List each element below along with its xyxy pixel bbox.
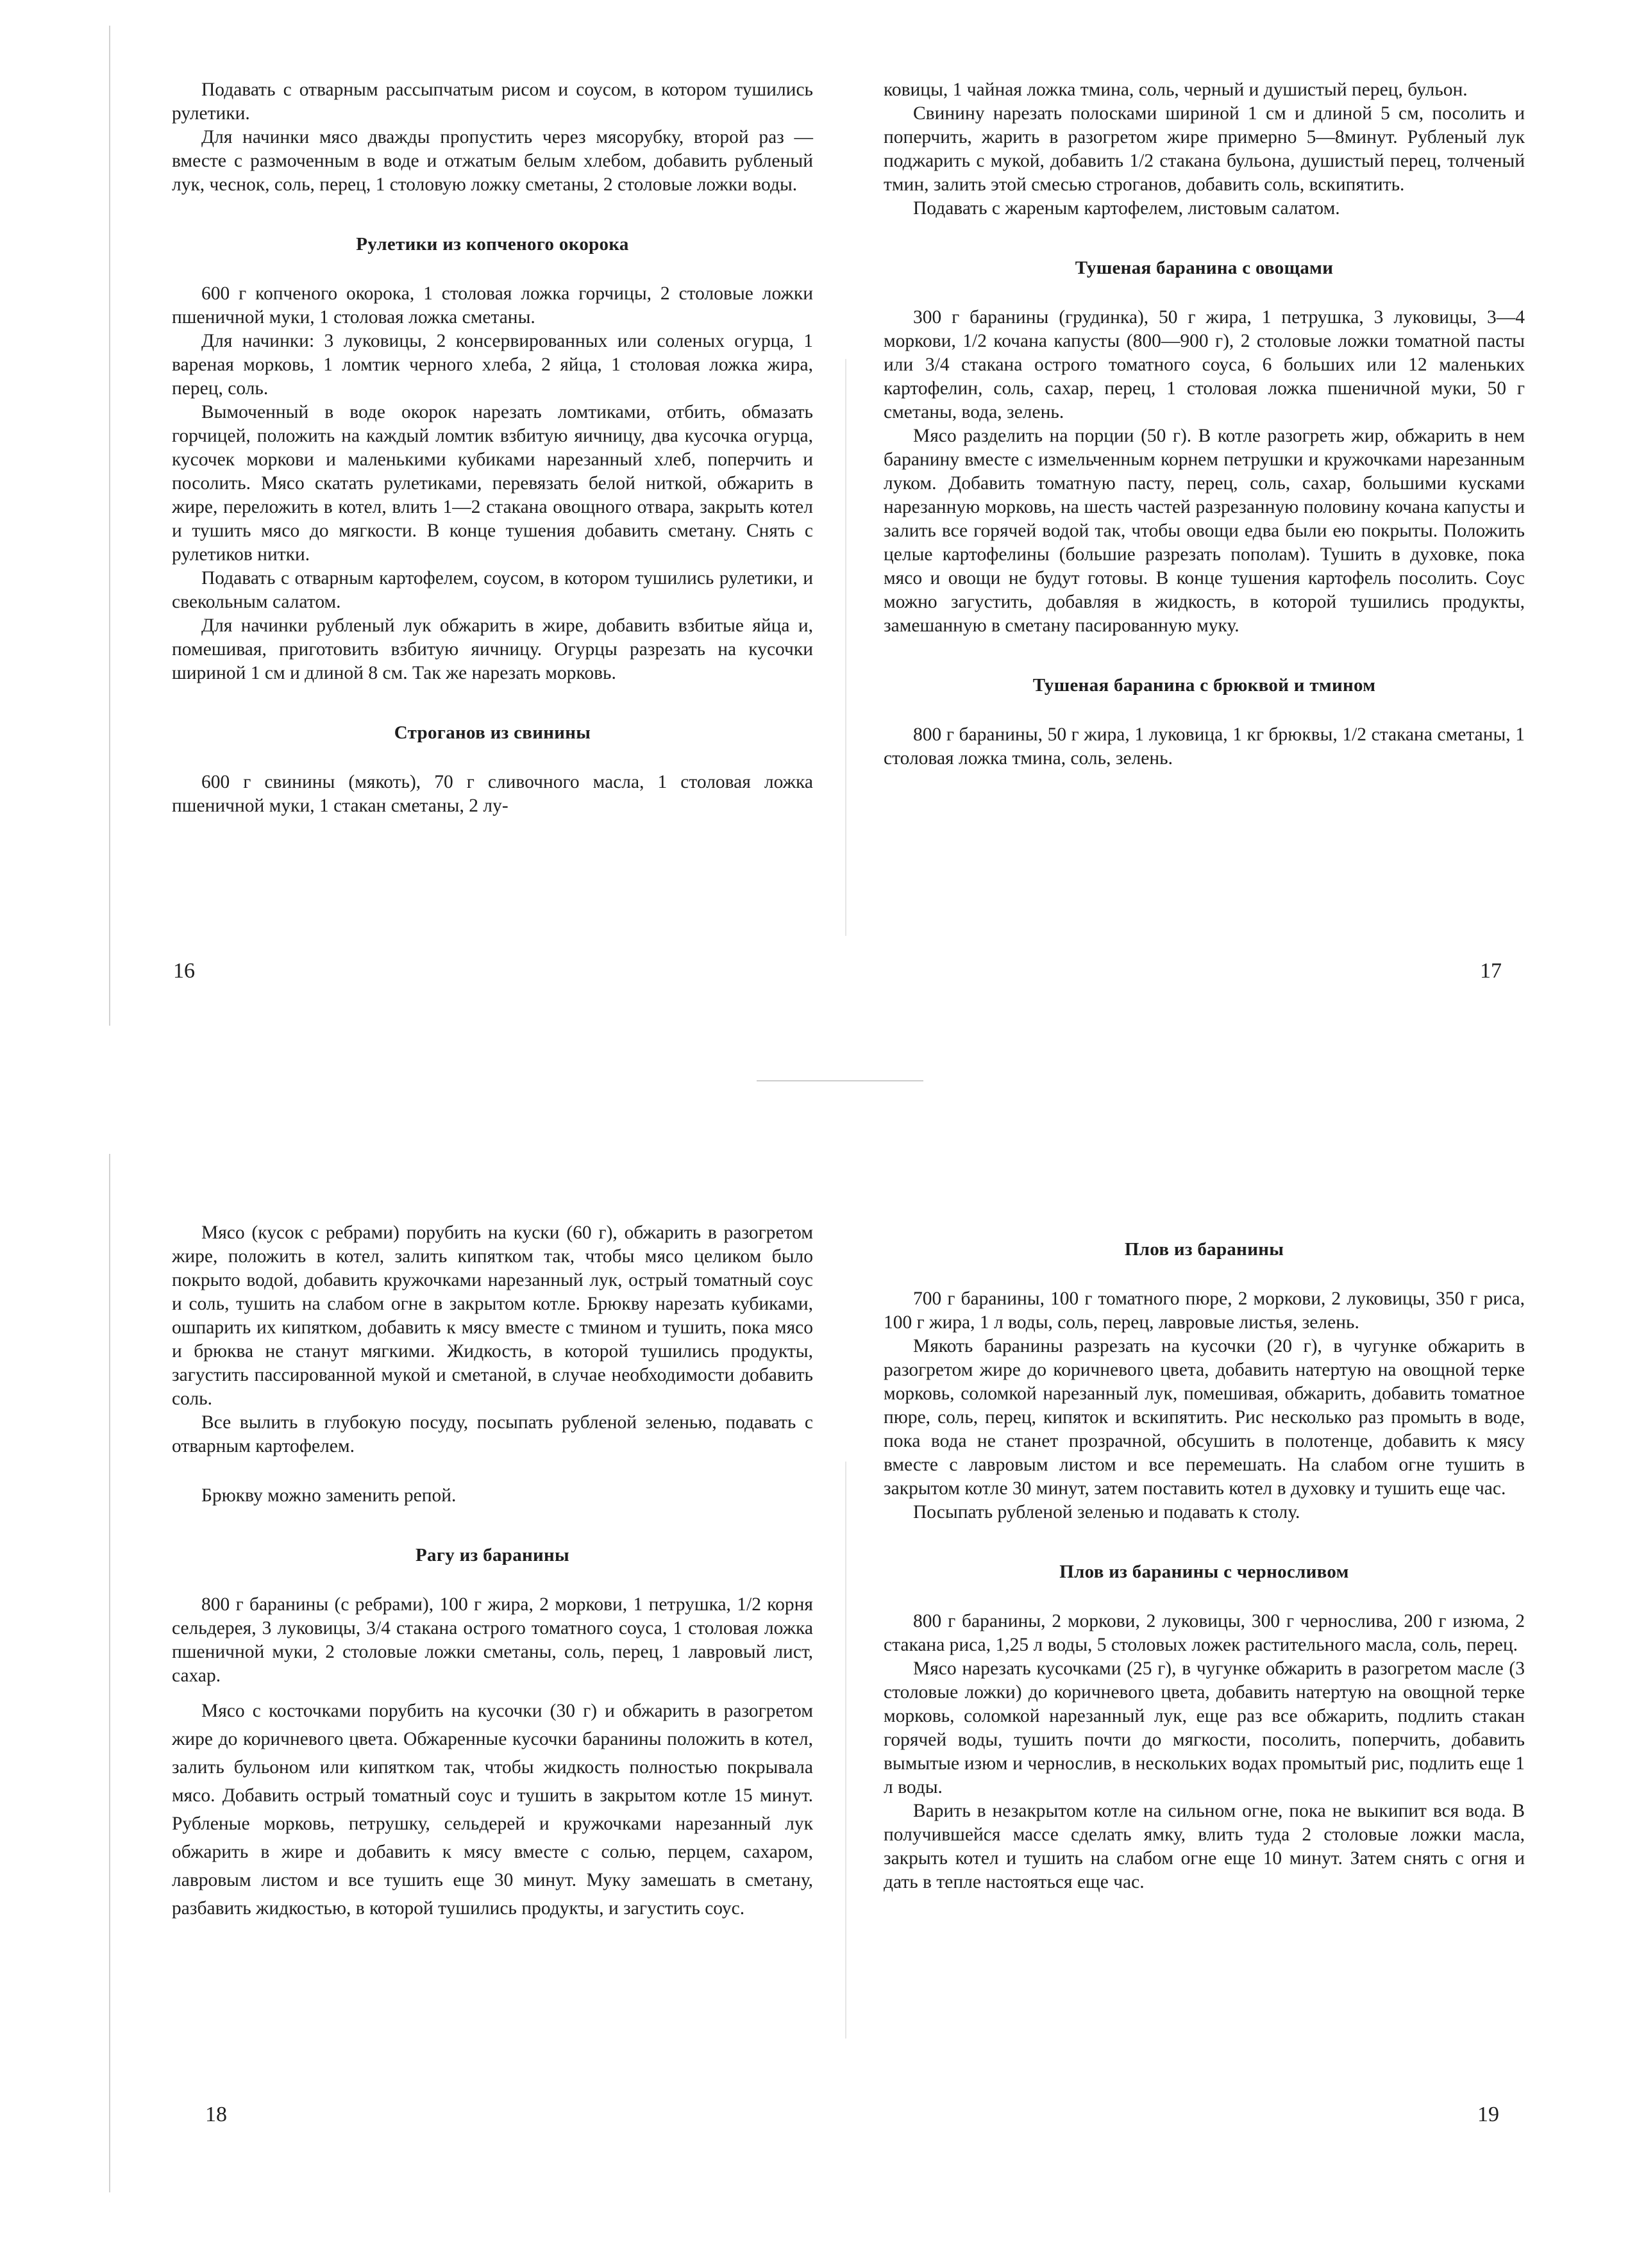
page-number: 18 bbox=[205, 2103, 227, 2126]
paragraph: Посыпать рубленой зеленью и подавать к столу. bbox=[913, 1502, 1300, 1522]
ingredients-paragraph: 700 г баранины, 100 г томатного пюре, 2 моркови, 2 луковицы, 350 г риса, 100 г жира, 1 л воды, соль, перец, лавровые листья, зелень. bbox=[884, 1288, 1525, 1333]
paragraph: Для начинки рубленый лук обжарить в жире, добавить взбитые яйца и, помешивая, приготовить взбитую яичницу. Огурцы разрезать на кусочки шириной 1 см и длиной 8 см. Так же нарезать морковь. bbox=[172, 615, 813, 683]
ingredients-paragraph: 800 г баранины, 50 г жира, 1 луковица, 1 кг брюквы, 1/2 стакана сметаны, 1 столовая ложка тмина, соль, зелень. bbox=[884, 724, 1525, 769]
recipe-title: Тушеная баранина с овощами bbox=[1075, 258, 1334, 278]
recipe-title: Рагу из баранины bbox=[416, 1545, 569, 1565]
left-edge-line-top bbox=[109, 26, 110, 1026]
page-18 bbox=[172, 1221, 813, 1922]
recipe-title: Плов из баранины bbox=[1124, 1239, 1284, 1260]
paragraph: Варить в незакрытом котле на сильном огне, пока не выкипит вся вода. В получившейся массе сделать ямку, влить туда 2 столовые ложки масла, закрыть котел и тушить на слабом огне еще 10 минут. Затем снять с огня и дать в тепле настояться еще час. bbox=[884, 1801, 1525, 1892]
ingredients-paragraph: 300 г баранины (грудинка), 50 г жира, 1 петрушка, 3 луковицы, 3—4 моркови, 1/2 кочана капусты (800—900 г), 2 столовые ложки томатной пасты или 3/4 стакана острого томатного соуса, 6 больших или 12 маленьких картофелин, соль, сахар, перец, 1 столовая ложка пшеничной муки, 50 г сметаны, вода, зелень. bbox=[884, 307, 1525, 422]
page-17 bbox=[884, 78, 1525, 771]
left-edge-line-bottom bbox=[109, 1154, 110, 2192]
paragraph: Мясо (кусок с ребрами) порубить на куски (60 г), обжарить в разогретом жире, положить в котел, залить кипятком так, чтобы мясо целиком было покрыто водой, добавить кружочками нарезанный лук, острый томатный соус и соль, тушить на слабом огне в закрытом котле. Брюкву нарезать кубиками, ошпарить их кипятком, добавить к мясу вместе с тмином и тушить, пока мясо и брюква не станут мягкими. Жидкость, в которой тушились продукты, загустить пассированной мукой и сметаной, в случае необходимости добавить соль. bbox=[172, 1222, 813, 1409]
recipe-title: Рулетики из копченого окорока bbox=[356, 234, 629, 254]
paragraph: Подавать с жареным картофелем, листовым салатом. bbox=[913, 198, 1340, 219]
page-separator-line bbox=[757, 1080, 923, 1081]
paragraph: ковицы, 1 чайная ложка тмина, соль, черный и душистый перец, бульон. bbox=[884, 79, 1468, 100]
page-19 bbox=[884, 1221, 1525, 1894]
page-number: 19 bbox=[1477, 2103, 1499, 2126]
center-gutter-line-bottom bbox=[845, 1462, 846, 2039]
paragraph: Мясо нарезать кусочками (25 г), в чугунке обжарить в разогретом масле (3 столовые ложки) до коричневого цвета, добавить натертую на овощной терке морковь, соломкой нарезанный лук, еще раз все обжарить, подлить стакан горячей воды, тушить почти до мягкости, посолить, поперчить, добавить вымытые изюм и чернослив, в нескольких водах промытый рис, подлить еще 1 л воды. bbox=[884, 1658, 1525, 1797]
paragraph: Мясо разделить на порции (50 г). В котле разогреть жир, обжарить в нем баранину вместе с измельченным корнем петрушки и кружочками нарезанным луком. Добавить томатную пасту, перец, соль, сахар, большими кусками нарезанную морковь, на шесть частей разрезанную половину кочана капусты и залить все горячей водой так, чтобы овощи едва были ею покрыты. Положить целые картофелины (большие разрезать пополам). Тушить в духовке, пока мясо и овощи не будут готовы. В конце тушения картофель посолить. Соус можно загустить, добавляя в жидкость, в которой тушились продукты, замешанную в сметану пасированную муку. bbox=[884, 426, 1525, 636]
paragraph: Мякоть баранины разрезать на кусочки (20 г), в чугунке обжарить в разогретом жире до коричневого цвета, добавить натертую на овощной терке морковь, соломкой нарезанный лук, помешивая, обжарить, добавить томатное пюре, соль, перец, кипяток и вскипятить. Рис несколько раз промыть в воде, пока вода не станет прозрачной, обсушить в полотенце, добавить к мясу вместе с лавровым листом и все перемешать. На слабом огне тушить в закрытом котле 30 минут, затем поставить котел в духовку и тушить еще час. bbox=[884, 1336, 1525, 1499]
paragraph: Свинину нарезать полосками шириной 1 см и длиной 5 см, посолить и поперчить, жарить в разогретом жире примерно 5—8минут. Рубленый лук поджарить с мукой, добавить 1/2 стакана бульона, душистый перец, толченый тмин, залить этой смесью строганов, добавить соль, вскипятить. bbox=[884, 103, 1525, 195]
paragraph: Для начинки: 3 луковицы, 2 консервированных или соленых огурца, 1 вареная морковь, 1 ломтик черного хлеба, 2 яйца, 1 столовая ложка жира, перец, соль. bbox=[172, 331, 813, 399]
paragraph: Вымоченный в воде окорок нарезать ломтиками, отбить, обмазать горчицей, положить на каждый ломтик взбитую яичницу, два кусочка огурца, кусочек моркови и маленькими кубиками нарезанный хлеб, поперчить и посолить. Мясо скатать рулетиками, перевязать белой ниткой, обжарить в жире, переложить в котел, влить 1—2 стакана овощного отвара, закрыть котел и тушить мясо до мягкости. В конце тушения добавить сметану. Снять с рулетиков нитки. bbox=[172, 402, 813, 565]
center-gutter-line-top bbox=[845, 359, 846, 936]
ingredients-paragraph: 600 г свинины (мякоть), 70 г сливочного масла, 1 столовая ложка пшеничной муки, 1 стакан сметаны, 2 лу- bbox=[172, 772, 813, 816]
recipe-title: Плов из баранины с черносливом bbox=[1059, 1562, 1349, 1582]
paragraph: Мясо с косточками порубить на кусочки (30 г) и обжарить в разогретом жире до коричневого цвета. Обжаренные кусочки баранины положить в котел, залить бульоном или кипятком так, чтобы жидкость полностью покрывала мясо. Добавить острый томатный соус и тушить в закрытом котле 15 минут. Рубленые морковь, петрушку, сельдерей и кружочками нарезанный лук обжарить в жире и добавить к мясу вместе с солью, перцем, сахаром, лавровым листом и все тушить еще 30 минут. Муку замешать в сметану, разбавить жидкостью, в которой тушились продукты, и загустить соус. bbox=[172, 1701, 813, 1919]
ingredients-paragraph: 800 г баранины, 2 моркови, 2 луковицы, 300 г чернослива, 200 г изюма, 2 стакана риса, 1,25 л воды, 5 столовых ложек растительного масла, соль, перец. bbox=[884, 1611, 1525, 1655]
page-number: 17 bbox=[1480, 959, 1502, 983]
ingredients-paragraph: 600 г копченого окорока, 1 столовая ложка горчицы, 2 столовые ложки пшеничной муки, 1 столовая ложка сметаны. bbox=[172, 283, 813, 328]
paragraph: Все вылить в глубокую посуду, посыпать рубленой зеленью, подавать с отварным картофелем. bbox=[172, 1412, 813, 1456]
paragraph: Подавать с отварным рассыпчатым рисом и соусом, в котором тушились рулетики. bbox=[172, 79, 813, 124]
paragraph: Подавать с отварным картофелем, соусом, в котором тушились рулетики, и свекольным салатом. bbox=[172, 568, 813, 612]
page-number: 16 bbox=[173, 959, 195, 983]
note-paragraph: Брюкву можно заменить репой. bbox=[201, 1485, 457, 1506]
recipe-title: Тушеная баранина с брюквой и тмином bbox=[1032, 675, 1376, 696]
paragraph: Для начинки мясо дважды пропустить через мясорубку, второй раз — вместе с размоченным в воде и отжатым белым хлебом, добавить рубленый лук, чеснок, соль, перец, 1 столовую ложку сметаны, 2 столовые ложки воды. bbox=[172, 127, 813, 195]
recipe-title: Строганов из свинины bbox=[394, 722, 591, 743]
page-16 bbox=[172, 78, 813, 818]
ingredients-paragraph: 800 г баранины (с ребрами), 100 г жира, 2 моркови, 1 петрушка, 1/2 корня сельдерея, 3 луковицы, 3/4 стакана острого томатного соуса, 1 столовая ложка пшеничной муки, 2 столовые ложки сметаны, соль, перец, 1 лавровый лист, сахар. bbox=[172, 1594, 813, 1686]
